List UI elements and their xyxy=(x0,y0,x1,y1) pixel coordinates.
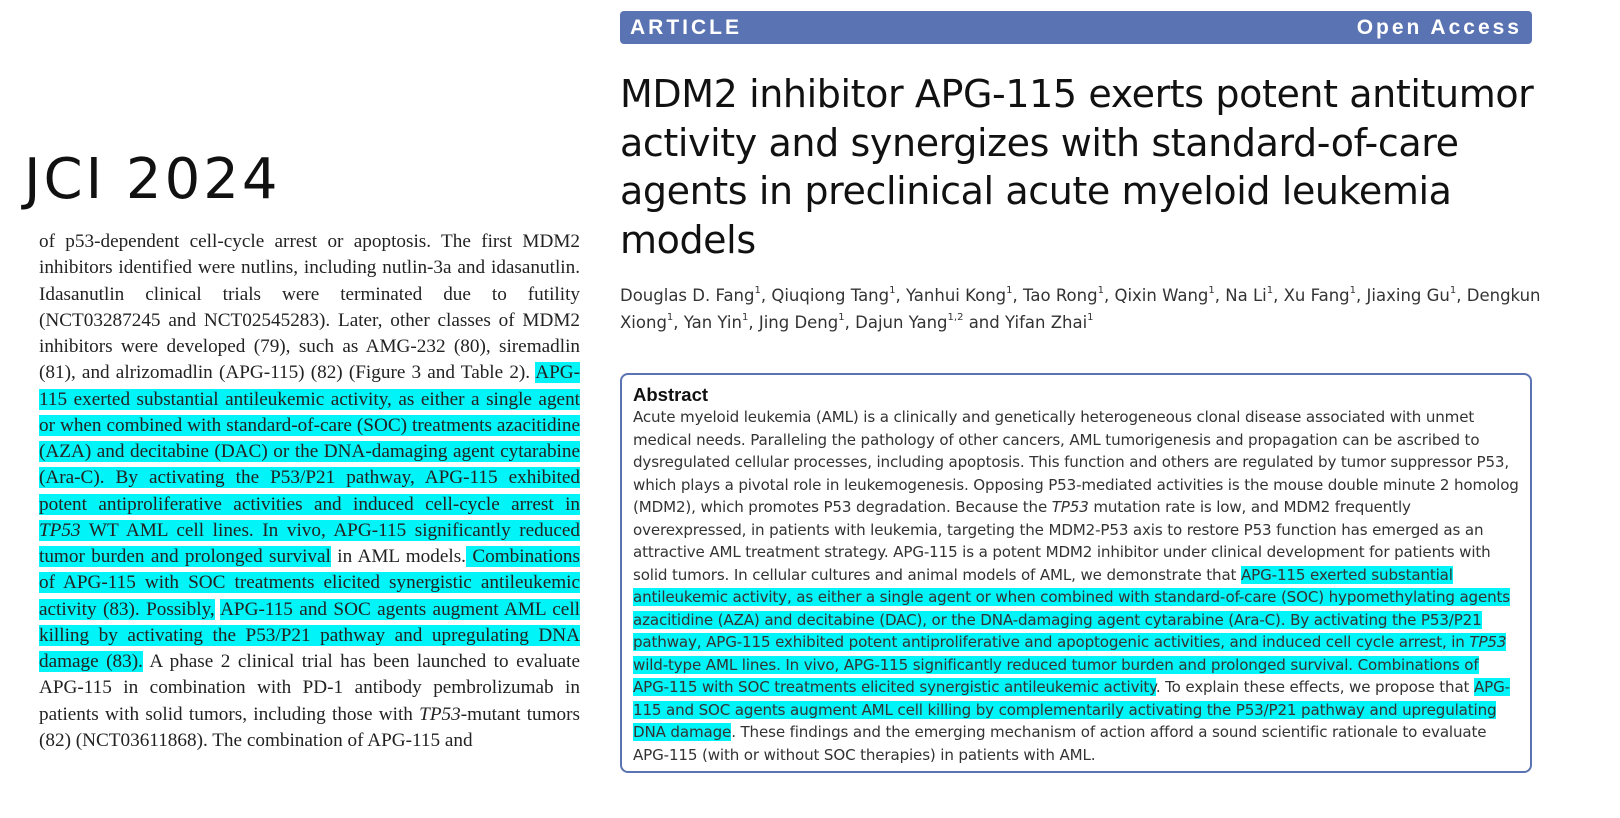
author-name-text: Yifan Zhai xyxy=(1005,313,1088,332)
author-name xyxy=(1284,286,1367,305)
excerpt-text: of p53-dependent cell-cycle arrest or apoptosis. The first MDM2 inhibitors identified were nutlins, including nutlin-3a and idasanutlin. Idasanutlin clinical trials were terminated due to futility (NCT03287245 and NCT02545283). Later, other classes of MDM2 inhibitors were developed (79), such as AMG-232 (80), siremadlin (81), and alrizomadlin (APG-115) (82) (Figure 3 and Table 2). xyxy=(39,231,580,384)
author-separator: , xyxy=(1456,286,1467,305)
author-name-text: Yanhui Kong xyxy=(905,286,1007,305)
author-separator: and xyxy=(963,313,1005,332)
article-title: MDM2 inhibitor APG-115 exerts potent antitumor activity and synergizes with standard-of-care agents in preclinical acute myeloid leukemia models xyxy=(620,72,1534,262)
author-separator: , xyxy=(895,286,906,305)
author-name-text: Dajun Yang xyxy=(855,313,948,332)
abstract-text xyxy=(633,406,1519,766)
affiliation-marker: 1 xyxy=(838,311,845,323)
author-separator: , xyxy=(760,286,772,305)
affiliation-marker: 1 xyxy=(754,284,761,296)
jci-excerpt-paragraph xyxy=(39,229,580,754)
highlighted-passage xyxy=(633,566,1510,697)
affiliation-marker: 1 xyxy=(889,284,896,296)
author-name xyxy=(1023,286,1114,305)
author-separator: , xyxy=(673,313,684,332)
author-separator: , xyxy=(844,313,856,332)
gene-name: TP53 xyxy=(1051,498,1089,516)
affiliation-marker: 1 xyxy=(666,311,674,323)
author-separator: , xyxy=(1103,286,1115,305)
affiliation-marker: 1 xyxy=(741,311,749,323)
highlighted-passage xyxy=(39,362,580,567)
source-label: JCI 2024 xyxy=(24,147,281,212)
abstract-box xyxy=(620,373,1532,773)
excerpt-text: A phase 2 clinical trial has been launched to evaluate APG-115 in combination with PD-1 antibody pembrolizumab in patients with solid tumors, including those with xyxy=(39,651,580,725)
author-name xyxy=(855,313,1005,332)
author-name xyxy=(1114,286,1225,305)
author-name xyxy=(1005,313,1094,332)
author-name xyxy=(620,286,771,305)
author-separator: , xyxy=(1012,286,1024,305)
affiliation-marker: 1 xyxy=(1208,284,1215,296)
author-name xyxy=(771,286,906,305)
highlight-text: WT AML cell lines. In vivo, APG-115 significantly reduced tumor burden and prolonged survival xyxy=(39,519,580,567)
abstract-segment: . To explain these effects, we propose that xyxy=(1155,678,1474,696)
highlighted-passage: APG-115 and SOC agents augment AML cell killing by activating the P53/P21 pathway and upregulating DNA damage (83). xyxy=(39,598,580,672)
affiliation-marker: 1 xyxy=(1006,284,1013,296)
author-name-text: Yan Yin xyxy=(683,313,742,332)
gene-name: TP53 xyxy=(39,519,81,541)
author-name-text: Douglas D. Fang xyxy=(620,286,755,305)
article-type-label: ARTICLE xyxy=(630,15,742,39)
author-name xyxy=(1367,286,1467,305)
author-name-text: Dengkun Xiong xyxy=(620,286,1541,332)
open-access-label: Open Access xyxy=(1356,15,1522,39)
author-name xyxy=(906,286,1023,305)
author-name-text: Qiuqiong Tang xyxy=(771,286,890,305)
author-name-text: Jing Deng xyxy=(758,313,839,332)
highlight-text: wild-type AML lines. In vivo, APG-115 significantly reduced tumor burden and prolonged survival. Combinations of APG-115 with SOC treatments elicited synergistic antileukemic activity xyxy=(633,655,1479,696)
affiliation-marker: 1 xyxy=(1097,284,1104,296)
excerpt-text: in AML models. xyxy=(330,546,466,567)
abstract-heading: Abstract xyxy=(633,384,709,405)
highlighted-passage: APG-115 and SOC agents augment AML cell killing by complementarily activating the P53/P21 pathway and upregulating DNA damage xyxy=(633,678,1510,741)
affiliation-marker: 1 xyxy=(1349,284,1357,296)
highlighted-passage: Combinations of APG-115 with SOC treatments elicited synergistic antileukemic activity (83). Possibly, xyxy=(39,546,580,620)
author-name-text: Na Li xyxy=(1225,286,1267,305)
gene-name: TP53 xyxy=(1469,633,1507,651)
article-banner xyxy=(620,11,1532,44)
author-name xyxy=(759,313,855,332)
author-separator: , xyxy=(1356,286,1367,305)
affiliation-marker: 1 xyxy=(1449,284,1457,296)
author-list xyxy=(620,282,1560,336)
author-name-text: Tao Rong xyxy=(1023,286,1098,305)
author-name xyxy=(684,313,759,332)
author-name-text: Qixin Wang xyxy=(1114,286,1209,305)
affiliation-marker: 1 xyxy=(1087,311,1094,323)
highlight-text: APG-115 exerted substantial antileukemic activity, as either a single agent or when combined with standard-of-care (SOC) treatments azacitidine (AZA) and decitabine (DAC) or the DNA-damaging agent cytarabine (Ara-C). By activating the P53/P21 pathway, APG-115 exhibited potent antiproliferative activities and induced cell-cycle arrest in xyxy=(39,362,580,515)
author-separator: , xyxy=(748,313,759,332)
author-name xyxy=(1225,286,1283,305)
affiliation-marker: 1 xyxy=(1266,284,1274,296)
author-name-text: Jiaxing Gu xyxy=(1366,286,1450,305)
affiliation-marker: 1,2 xyxy=(947,311,964,323)
abstract-segment: Acute myeloid leukemia (AML) is a clinically and genetically heterogeneous clonal disease associated with unmet medical needs. Paralleling the pathology of other cancers, AML tumorigenesis and propagation can be ascribed to dysregulated cellular processes, including apoptosis. This function and others are regulated by tumor suppressor P53, which plays a pivotal role in leukemogenesis. Opposing P53-mediated activities is the mouse double minute 2 homolog (MDM2), which promotes P53 degradation. Because the xyxy=(633,408,1519,516)
excerpt-text: -mutant tumors (82) (NCT03611868). The combination of APG-115 and xyxy=(39,703,580,751)
abstract-segment: mutation rate is low, and MDM2 frequently overexpressed, in patients with leukemia, targeting the MDM2-P53 axis to restore P53 function has emerged as an attractive AML treatment strategy. APG-115 is a potent MDM2 inhibitor under clinical development for patients with solid tumors. In cellular cultures and animal models of AML, we demonstrate that xyxy=(633,498,1491,584)
gene-name: TP53 xyxy=(419,703,461,725)
author-separator: , xyxy=(1214,286,1226,305)
abstract-segment: . These findings and the emerging mechanism of action afford a sound scientific rationale to evaluate APG-115 (with or without SOC therapies) in patients with AML. xyxy=(633,723,1487,764)
highlight-text: APG-115 exerted substantial antileukemic activity, as either a single agent or when combined with standard-of-care (SOC) hypomethylating agents azacitidine (AZA) and decitabine (DAC), or the DNA-damaging agent cytarabine (Ara-C). By activating the P53/P21 pathway, APG-115 exhibited potent antiproliferative and apoptogenic activities, and induced cell cycle arrest, in xyxy=(633,565,1511,651)
author-name-text: Xu Fang xyxy=(1283,286,1350,305)
author-separator: , xyxy=(1273,286,1284,305)
